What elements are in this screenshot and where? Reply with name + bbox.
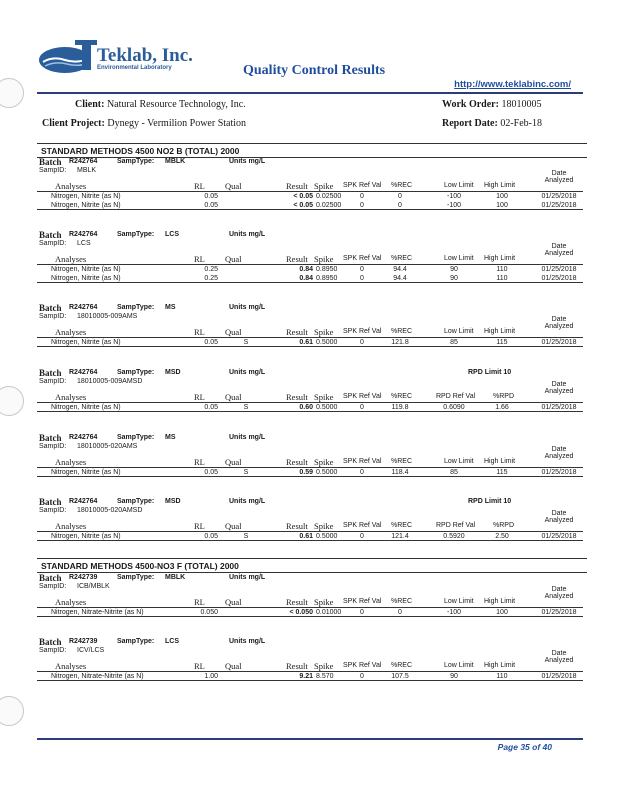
result-value: 0.84 xyxy=(299,266,313,273)
spk-ref-header: SPK Ref Val xyxy=(343,182,382,189)
batch-id: R242739 xyxy=(69,574,98,581)
section-title: STANDARD METHODS 4500-NO3 F (TOTAL) 2000 xyxy=(37,558,587,573)
date-analyzed-value: 01/25/2018 xyxy=(541,533,577,540)
report-date-value: 02-Feb-18 xyxy=(500,118,542,129)
spike-header: Spike xyxy=(314,521,334,531)
date-header: Date xyxy=(551,586,567,593)
rpd-limit: RPD Limit 10 xyxy=(468,498,512,505)
samptype-label: SampType: xyxy=(117,574,155,581)
samptype-label: SampType: xyxy=(117,638,155,645)
samptype-value: LCS xyxy=(165,638,179,645)
client-row xyxy=(75,99,246,110)
date-header: Date xyxy=(551,650,567,657)
sampid-value: 18010005-020AMSD xyxy=(77,507,143,514)
rl-value: 0.25 xyxy=(204,266,218,273)
high-limit-value: 115 xyxy=(496,339,508,346)
page-number: Page 35 of 40 xyxy=(497,742,552,752)
units-label: Units mg/L xyxy=(229,638,266,645)
rl-value: 0.050 xyxy=(200,609,218,616)
rl-header: RL xyxy=(194,521,205,531)
sampid-label: SampID: xyxy=(39,443,67,450)
low-limit-header: Low Limit xyxy=(444,328,474,335)
qual-header: Qual xyxy=(225,457,242,467)
report-date-label: Report Date: xyxy=(442,118,498,129)
samptype-value: MSD xyxy=(165,369,181,376)
rec-value: 0 xyxy=(398,609,402,616)
rec-header: %REC xyxy=(391,598,413,605)
result-value: 0.61 xyxy=(299,533,313,540)
date-analyzed-value: 01/25/2018 xyxy=(541,469,577,476)
sampid-label: SampID: xyxy=(39,167,67,174)
rpd-limit: RPD Limit 10 xyxy=(468,369,512,376)
date-analyzed-value: 01/25/2018 xyxy=(541,609,577,616)
batch-label: Batch xyxy=(39,157,62,167)
spike-value: 0.8950 xyxy=(316,266,338,273)
column-header-divider xyxy=(37,607,583,608)
result-header: Result xyxy=(286,181,308,191)
sampid-label: SampID: xyxy=(39,647,67,654)
result-value: < 0.05 xyxy=(293,202,313,209)
spk-ref-value: 0 xyxy=(360,202,364,209)
analyte-name: Nitrogen, Nitrate-Nitrite (as N) xyxy=(51,609,144,616)
rec-value: 0 xyxy=(398,193,402,200)
spike-value: 0.02500 xyxy=(316,193,342,200)
high-limit-value: 100 xyxy=(496,193,508,200)
spike-header: Spike xyxy=(314,661,334,671)
spike-value: 0.5000 xyxy=(316,533,338,540)
batch-id: R242764 xyxy=(69,231,98,238)
qc-batch-block xyxy=(37,157,583,210)
sampid-value: 18010005-009AMSD xyxy=(77,378,143,385)
sampid-value: ICB/MBLK xyxy=(77,583,110,590)
spk-ref-header: SPK Ref Val xyxy=(343,255,382,262)
work-order-value: 18010005 xyxy=(501,99,542,110)
footer-divider xyxy=(37,738,583,740)
spike-value: 0.5000 xyxy=(316,469,338,476)
rec-value: 121.4 xyxy=(391,533,409,540)
spk-ref-value: 0 xyxy=(360,339,364,346)
date-analyzed-value: 01/25/2018 xyxy=(541,202,577,209)
sampid-value: 18010005-020AMS xyxy=(77,443,138,450)
rl-value: 0.05 xyxy=(204,202,218,209)
analyzed-header: Analyzed xyxy=(544,388,574,395)
samptype-value: MS xyxy=(165,304,176,311)
low-limit-value: 85 xyxy=(450,339,458,346)
rl-value: 0.05 xyxy=(204,404,218,411)
batch-id: R242764 xyxy=(69,434,98,441)
samptype-value: MBLK xyxy=(165,158,186,165)
qc-batch-block xyxy=(37,637,583,681)
rpd-value: 2.50 xyxy=(495,533,509,540)
high-limit-value: 100 xyxy=(496,202,508,209)
spike-value: 0.02500 xyxy=(316,202,342,209)
qual-value: S xyxy=(243,533,249,540)
spk-ref-value: 0 xyxy=(360,193,364,200)
high-limit-header: High Limit xyxy=(484,598,516,605)
samptype-label: SampType: xyxy=(117,231,155,238)
project-name: Dynegy - Vermilion Power Station xyxy=(107,118,247,129)
qual-value: S xyxy=(243,469,249,476)
low-limit-header: Low Limit xyxy=(444,598,474,605)
spk-ref-header: SPK Ref Val xyxy=(343,393,382,400)
low-limit-header: Low Limit xyxy=(444,458,474,465)
rec-header: %REC xyxy=(391,393,413,400)
teklab-logo xyxy=(37,40,193,74)
qual-value: S xyxy=(243,404,249,411)
sampid-label: SampID: xyxy=(39,313,67,320)
qual-header: Qual xyxy=(225,181,242,191)
analyte-name: Nitrogen, Nitrite (as N) xyxy=(51,202,121,209)
analyzed-header: Analyzed xyxy=(544,517,574,524)
rl-header: RL xyxy=(194,254,205,264)
rec-value: 94.4 xyxy=(393,266,407,273)
rec-header: %REC xyxy=(391,328,413,335)
samptype-value: MS xyxy=(165,434,176,441)
batch-id: R242764 xyxy=(69,498,98,505)
rpd-header: %RPD xyxy=(493,522,515,529)
units-label: Units mg/L xyxy=(229,304,266,311)
samptype-label: SampType: xyxy=(117,369,155,376)
qc-batch-block xyxy=(37,573,583,617)
samptype-label: SampType: xyxy=(117,434,155,441)
logo-emblem-icon xyxy=(37,40,97,74)
qual-header: Qual xyxy=(225,254,242,264)
qual-header: Qual xyxy=(225,392,242,402)
result-value: 0.59 xyxy=(299,469,313,476)
result-header: Result xyxy=(286,457,308,467)
rl-value: 0.05 xyxy=(204,469,218,476)
date-analyzed-value: 01/25/2018 xyxy=(541,673,577,680)
spike-value: 0.5000 xyxy=(316,404,338,411)
column-header-divider xyxy=(37,337,583,338)
low-limit-header: Low Limit xyxy=(444,182,474,189)
rl-value: 0.05 xyxy=(204,339,218,346)
samptype-label: SampType: xyxy=(117,498,155,505)
client-name: Natural Resource Technology, Inc. xyxy=(106,99,246,110)
qual-header: Qual xyxy=(225,327,242,337)
spike-value: 8.570 xyxy=(316,673,334,680)
qc-batch-block xyxy=(37,433,583,477)
logo-name: Teklab, Inc. xyxy=(97,45,193,66)
spk-ref-header: SPK Ref Val xyxy=(343,662,382,669)
low-limit-value: -100 xyxy=(446,193,461,200)
date-analyzed-value: 01/25/2018 xyxy=(541,339,577,346)
low-limit-value: 90 xyxy=(450,266,458,273)
rec-value: 107.5 xyxy=(391,673,409,680)
samptype-value: MBLK xyxy=(165,574,186,581)
analyzed-header: Analyzed xyxy=(544,177,574,184)
rec-value: 121.8 xyxy=(391,339,409,346)
analyte-name: Nitrogen, Nitrite (as N) xyxy=(51,404,121,411)
analyzed-header: Analyzed xyxy=(544,593,574,600)
analyses-header: Analyses xyxy=(55,597,87,607)
spike-value: 0.8950 xyxy=(316,275,338,282)
date-header: Date xyxy=(551,316,567,323)
report-date-row xyxy=(442,118,542,129)
low-limit-value: 90 xyxy=(450,275,458,282)
batch-id: R242764 xyxy=(69,369,98,376)
column-header-divider xyxy=(37,402,583,403)
date-header: Date xyxy=(551,243,567,250)
qual-header: Qual xyxy=(225,661,242,671)
spk-ref-value: 0 xyxy=(360,533,364,540)
batch-label: Batch xyxy=(39,303,62,313)
rpd-ref-value: 0.6090 xyxy=(443,404,465,411)
analyses-header: Analyses xyxy=(55,254,87,264)
analyzed-header: Analyzed xyxy=(544,250,574,257)
sampid-label: SampID: xyxy=(39,583,67,590)
rpd-ref-header: RPD Ref Val xyxy=(436,522,476,529)
rec-value: 0 xyxy=(398,202,402,209)
analyte-name: Nitrogen, Nitrate-Nitrite (as N) xyxy=(51,673,144,680)
date-header: Date xyxy=(551,510,567,517)
analyses-header: Analyses xyxy=(55,392,87,402)
result-value: 9.21 xyxy=(299,673,313,680)
result-header: Result xyxy=(286,392,308,402)
rpd-ref-header: RPD Ref Val xyxy=(436,393,476,400)
high-limit-value: 100 xyxy=(496,609,508,616)
rl-header: RL xyxy=(194,327,205,337)
rec-header: %REC xyxy=(391,255,413,262)
date-header: Date xyxy=(551,381,567,388)
units-label: Units mg/L xyxy=(229,369,266,376)
batch-label: Batch xyxy=(39,433,62,443)
punch-hole xyxy=(0,386,24,416)
spk-ref-header: SPK Ref Val xyxy=(343,458,382,465)
units-label: Units mg/L xyxy=(229,574,266,581)
spk-ref-value: 0 xyxy=(360,266,364,273)
column-header-divider xyxy=(37,671,583,672)
analyte-name: Nitrogen, Nitrite (as N) xyxy=(51,469,121,476)
analyses-header: Analyses xyxy=(55,327,87,337)
spike-header: Spike xyxy=(314,327,334,337)
column-header-divider xyxy=(37,467,583,468)
high-limit-value: 110 xyxy=(496,275,508,282)
spike-header: Spike xyxy=(314,597,334,607)
spk-ref-value: 0 xyxy=(360,673,364,680)
spk-ref-value: 0 xyxy=(360,404,364,411)
date-analyzed-value: 01/25/2018 xyxy=(541,266,577,273)
units-label: Units mg/L xyxy=(229,434,266,441)
spike-header: Spike xyxy=(314,392,334,402)
rl-value: 0.05 xyxy=(204,533,218,540)
rec-header: %REC xyxy=(391,458,413,465)
units-label: Units mg/L xyxy=(229,158,266,165)
spk-ref-value: 0 xyxy=(360,469,364,476)
analyte-name: Nitrogen, Nitrite (as N) xyxy=(51,193,121,200)
result-value: < 0.050 xyxy=(289,609,313,616)
low-limit-value: 90 xyxy=(450,673,458,680)
sampid-value: 18010005-009AMS xyxy=(77,313,138,320)
batch-label: Batch xyxy=(39,230,62,240)
rec-value: 118.4 xyxy=(391,469,409,476)
analyte-name: Nitrogen, Nitrite (as N) xyxy=(51,275,121,282)
analyte-name: Nitrogen, Nitrite (as N) xyxy=(51,266,121,273)
analyses-header: Analyses xyxy=(55,521,87,531)
low-limit-value: -100 xyxy=(446,202,461,209)
rl-value: 0.05 xyxy=(204,193,218,200)
column-header-divider xyxy=(37,264,583,265)
samptype-value: LCS xyxy=(165,231,179,238)
sampid-label: SampID: xyxy=(39,240,67,247)
sampid-label: SampID: xyxy=(39,378,67,385)
result-header: Result xyxy=(286,597,308,607)
sampid-value: LCS xyxy=(77,240,91,247)
rec-value: 94.4 xyxy=(393,275,407,282)
high-limit-header: High Limit xyxy=(484,662,516,669)
rec-header: %REC xyxy=(391,662,413,669)
spk-ref-header: SPK Ref Val xyxy=(343,522,382,529)
date-header: Date xyxy=(551,446,567,453)
rec-value: 119.8 xyxy=(391,404,409,411)
rl-header: RL xyxy=(194,597,205,607)
batch-id: R242764 xyxy=(69,304,98,311)
result-value: < 0.05 xyxy=(293,193,313,200)
qc-batch-block xyxy=(37,303,583,347)
rl-header: RL xyxy=(194,661,205,671)
high-limit-value: 110 xyxy=(496,266,508,273)
section-title: STANDARD METHODS 4500 NO2 B (TOTAL) 2000 xyxy=(37,143,587,158)
low-limit-header: Low Limit xyxy=(444,255,474,262)
sampid-value: MBLK xyxy=(77,167,97,174)
rpd-header: %RPD xyxy=(493,393,515,400)
high-limit-header: High Limit xyxy=(484,328,516,335)
samptype-value: MSD xyxy=(165,498,181,505)
analyzed-header: Analyzed xyxy=(544,453,574,460)
analyses-header: Analyses xyxy=(55,661,87,671)
date-analyzed-value: 01/25/2018 xyxy=(541,404,577,411)
header-divider xyxy=(37,92,583,94)
low-limit-header: Low Limit xyxy=(444,662,474,669)
batch-label: Batch xyxy=(39,573,62,583)
column-header-divider xyxy=(37,531,583,532)
result-value: 0.61 xyxy=(299,339,313,346)
spk-ref-header: SPK Ref Val xyxy=(343,328,382,335)
rl-header: RL xyxy=(194,457,205,467)
rl-value: 1.00 xyxy=(204,673,218,680)
sampid-label: SampID: xyxy=(39,507,67,514)
column-header-divider xyxy=(37,191,583,192)
batch-label: Batch xyxy=(39,497,62,507)
spk-ref-value: 0 xyxy=(360,275,364,282)
qc-batch-block xyxy=(37,368,583,412)
sampid-value: ICV/LCS xyxy=(77,647,105,654)
analyzed-header: Analyzed xyxy=(544,323,574,330)
work-order-label: Work Order: xyxy=(442,99,499,110)
high-limit-value: 115 xyxy=(496,469,508,476)
qual-header: Qual xyxy=(225,597,242,607)
rl-header: RL xyxy=(194,392,205,402)
high-limit-value: 110 xyxy=(496,673,508,680)
samptype-label: SampType: xyxy=(117,158,155,165)
work-order-row xyxy=(442,99,541,110)
analyte-name: Nitrogen, Nitrite (as N) xyxy=(51,533,121,540)
high-limit-header: High Limit xyxy=(484,182,516,189)
batch-id: R242739 xyxy=(69,638,98,645)
client-label: Client: xyxy=(75,99,105,110)
batch-label: Batch xyxy=(39,368,62,378)
date-analyzed-value: 01/25/2018 xyxy=(541,275,577,282)
rpd-value: 1.66 xyxy=(495,404,509,411)
spike-value: 0.5000 xyxy=(316,339,338,346)
spike-header: Spike xyxy=(314,181,334,191)
page-title: Quality Control Results xyxy=(243,63,386,78)
spike-value: 0.01000 xyxy=(316,609,342,616)
rec-header: %REC xyxy=(391,182,413,189)
website-link[interactable]: http://www.teklabinc.com/ xyxy=(454,79,571,90)
spike-header: Spike xyxy=(314,457,334,467)
low-limit-value: -100 xyxy=(446,609,461,616)
high-limit-header: High Limit xyxy=(484,458,516,465)
result-header: Result xyxy=(286,327,308,337)
punch-hole xyxy=(0,78,24,108)
result-value: 0.84 xyxy=(299,275,313,282)
qc-batch-block xyxy=(37,230,583,283)
analyses-header: Analyses xyxy=(55,457,87,467)
project-label: Client Project: xyxy=(42,118,105,129)
result-value: 0.60 xyxy=(299,404,313,411)
qc-batch-block xyxy=(37,497,583,541)
rl-value: 0.25 xyxy=(204,275,218,282)
date-header: Date xyxy=(551,170,567,177)
rpd-ref-value: 0.5920 xyxy=(443,533,465,540)
result-header: Result xyxy=(286,254,308,264)
batch-label: Batch xyxy=(39,637,62,647)
date-analyzed-value: 01/25/2018 xyxy=(541,193,577,200)
spike-header: Spike xyxy=(314,254,334,264)
punch-hole xyxy=(0,696,24,726)
qual-value: S xyxy=(243,339,249,346)
spk-ref-value: 0 xyxy=(360,609,364,616)
logo-subtitle: Environmental Laboratory xyxy=(97,65,172,71)
qual-header: Qual xyxy=(225,521,242,531)
rec-header: %REC xyxy=(391,522,413,529)
result-header: Result xyxy=(286,661,308,671)
samptype-label: SampType: xyxy=(117,304,155,311)
units-label: Units mg/L xyxy=(229,498,266,505)
units-label: Units mg/L xyxy=(229,231,266,238)
spk-ref-header: SPK Ref Val xyxy=(343,598,382,605)
high-limit-header: High Limit xyxy=(484,255,516,262)
rl-header: RL xyxy=(194,181,205,191)
analyzed-header: Analyzed xyxy=(544,657,574,664)
analyte-name: Nitrogen, Nitrite (as N) xyxy=(51,339,121,346)
project-row xyxy=(42,118,246,129)
analyses-header: Analyses xyxy=(55,181,87,191)
result-header: Result xyxy=(286,521,308,531)
low-limit-value: 85 xyxy=(450,469,458,476)
batch-id: R242764 xyxy=(69,158,98,165)
